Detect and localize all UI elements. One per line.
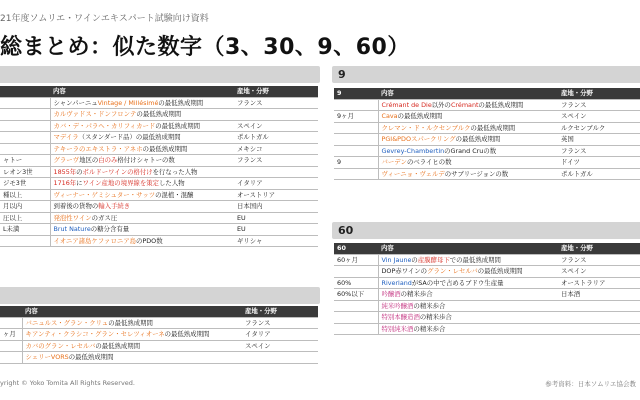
row-region-cell: スペイン (558, 111, 640, 123)
table-30-num-header (0, 306, 22, 317)
row-number-cell (0, 132, 50, 144)
row-number-cell: レオン3世 (0, 166, 50, 178)
content-segment: マデイラ (53, 133, 79, 141)
row-content-cell (378, 312, 558, 324)
content-segment: カルヴァドス・ドンフロンテ (53, 110, 137, 118)
content-segment: Vintage / Millésimé (97, 98, 159, 107)
row-region-cell: フランス (558, 99, 640, 111)
content-segment: カバ・デ・パラヘ・カリフィカード (53, 121, 156, 130)
content-segment: の最低熟成期間 (397, 112, 443, 120)
row-region-cell: フランス (558, 254, 640, 266)
table-row (0, 143, 318, 155)
content-segment: の最低熟成期間 (164, 330, 210, 338)
content-segment: の最低熟成期間 (455, 135, 501, 143)
content-segment: ヴィーナー・ゲミシュター・サッツ (53, 190, 156, 199)
content-segment: の最低熟成期間 (142, 144, 188, 153)
row-region-cell: フランス (242, 317, 318, 329)
copyright-notice: yright © Yoko Tomita All Rights Reserved. (0, 379, 136, 387)
panel-60-header: 60 (332, 222, 640, 239)
table-9-region-header: 産地・分野 (558, 88, 640, 99)
table-row (334, 312, 640, 324)
row-region-cell: フランス (234, 97, 318, 109)
content-segment: バニュルス・グラン・クリュ (25, 318, 109, 327)
content-segment: の最低熟成期間 (155, 121, 200, 130)
row-content-cell (50, 132, 234, 144)
content-segment: ワイン産地の境界線を策定 (82, 179, 160, 187)
row-content-cell (50, 235, 234, 247)
row-content-cell (50, 189, 234, 201)
content-segment: 特別本醸造酒 (381, 313, 420, 321)
row-number-cell: ジモ3世 (0, 178, 50, 190)
content-segment: ボルドーワインの格付け (82, 167, 153, 176)
content-segment: 輸入手続き (98, 202, 131, 210)
page-title: 総まとめ：似た数字（3、30、9、60） (0, 35, 410, 60)
content-segment: のPDO数 (136, 236, 163, 245)
row-content-cell (50, 155, 234, 167)
content-segment: 1855年 (53, 167, 77, 176)
row-number-cell (0, 340, 22, 352)
content-segment: バーデン (381, 158, 407, 166)
table-row (334, 145, 640, 157)
content-segment: 純米吟醸酒 (381, 301, 414, 310)
content-segment: の精米歩合 (400, 290, 433, 298)
table-9 (334, 88, 640, 180)
table-row (334, 277, 640, 289)
row-region-cell: フランス (234, 155, 318, 167)
table-row (0, 212, 318, 224)
row-content-cell (378, 289, 558, 301)
row-content-cell (378, 99, 558, 111)
table-row (334, 289, 640, 301)
content-segment: での最低熟成期間 (449, 255, 501, 264)
row-content-cell (378, 134, 558, 146)
table-row (334, 168, 640, 180)
content-segment: の精米歩合 (413, 324, 446, 333)
row-number-cell: 60%以下 (334, 289, 378, 301)
row-content-cell (50, 120, 234, 132)
content-segment: の最低熟成期間 (68, 353, 114, 361)
content-segment: のベライヒの数 (406, 158, 452, 166)
table-row (0, 189, 318, 201)
row-content-cell (22, 329, 242, 341)
table-row (0, 120, 318, 132)
content-segment: イオニア諸島ケファロニア島 (53, 236, 137, 245)
content-segment: ヴィーニョ・ヴェルデ (381, 169, 445, 178)
table-9-content-header: 内容 (378, 88, 558, 99)
row-number-cell: L未満 (0, 224, 50, 236)
row-region-cell: フランス (558, 145, 640, 157)
table-row (334, 157, 640, 169)
row-number-cell (0, 109, 50, 121)
content-segment: Riverland (381, 278, 412, 287)
content-segment: グラン・レセルバ (427, 267, 478, 275)
content-segment: のサブリージョンの数 (444, 169, 509, 178)
content-segment: 格付けシャトーの数 (117, 156, 175, 164)
row-content-cell (50, 212, 234, 224)
row-region-cell: オーストラリア (558, 277, 640, 289)
row-number-cell (0, 317, 22, 329)
row-content-cell (22, 317, 242, 329)
row-content-cell (378, 300, 558, 312)
table-3-content-header: 内容 (50, 86, 234, 97)
row-region-cell (234, 166, 318, 178)
row-number-cell (0, 143, 50, 155)
table-row (0, 235, 318, 247)
row-region-cell (234, 109, 318, 121)
table-3-num-header (0, 86, 50, 97)
row-content-cell (378, 122, 558, 134)
row-region-cell: メキシコ (234, 143, 318, 155)
row-number-cell (334, 300, 378, 312)
panel-3-header (0, 66, 320, 83)
panel-30-header (0, 287, 320, 304)
row-region-cell: ルクセンブルク (558, 122, 640, 134)
row-content-cell (50, 224, 234, 236)
content-segment: 地区の (79, 156, 99, 164)
content-segment: 以外の (431, 100, 451, 109)
content-segment: クレマン・ド・ルクセンブルク (381, 123, 471, 132)
table-row (0, 201, 318, 213)
table-row (334, 134, 640, 146)
row-region-cell: 日本国内 (234, 201, 318, 213)
content-segment: 到着後の貨物の (53, 202, 99, 210)
row-region-cell (558, 323, 640, 335)
row-number-cell: 圧以上 (0, 212, 50, 224)
table-30-region-header: 産地・分野 (242, 306, 318, 317)
table-row (334, 266, 640, 278)
row-region-cell: 日本酒 (558, 289, 640, 301)
row-number-cell (334, 266, 378, 278)
content-segment: キアンティ・クラシコ・グラン・セレツィオーネ (25, 330, 165, 338)
row-region-cell (242, 352, 318, 364)
table-row (0, 155, 318, 167)
row-region-cell: イタリア (242, 329, 318, 341)
row-number-cell: 種以上 (0, 189, 50, 201)
content-segment: に (76, 179, 83, 187)
content-segment: 吟醸酒 (381, 290, 401, 298)
table-row (334, 99, 640, 111)
row-region-cell: EU (234, 212, 318, 224)
content-segment: グラーヴ (53, 156, 80, 164)
content-segment: の最低熟成期間 (108, 318, 153, 327)
table-row (0, 352, 318, 364)
content-segment: の最低熟成期間 (158, 98, 204, 107)
content-segment: した人物 (159, 179, 185, 187)
content-segment: 産膜酵母下 (417, 255, 450, 264)
content-segment: を行なった人物 (152, 167, 198, 176)
document-label: 21年度ソムリエ・ワインエキスパート試験向け資料 (0, 14, 209, 24)
content-segment: の (411, 255, 418, 264)
row-number-cell (0, 352, 22, 364)
row-number-cell (334, 145, 378, 157)
table-60-num-header: 60 (334, 243, 378, 254)
row-number-cell: 月以内 (0, 201, 50, 213)
content-segment: Cava (381, 112, 398, 120)
row-region-cell: イタリア (234, 178, 318, 190)
table-3-region-header: 産地・分野 (234, 86, 318, 97)
content-segment: のGrand Cruの数 (444, 146, 497, 155)
content-segment: の最低熟成期間 (95, 341, 141, 350)
row-number-cell: 60% (334, 277, 378, 289)
row-number-cell (334, 323, 378, 335)
content-segment: がSAの中で占めるブドウ生産量 (411, 278, 504, 287)
table-60-content-header: 内容 (378, 243, 558, 254)
panel-9-header: 9 (332, 66, 640, 83)
table-60 (334, 243, 640, 335)
row-number-cell: 9ヶ月 (334, 111, 378, 123)
content-segment: Crémant de Die (381, 100, 432, 109)
table-row (334, 323, 640, 335)
row-region-cell: ドイツ (558, 157, 640, 169)
table-row (0, 132, 318, 144)
row-number-cell: ヶ月 (0, 329, 22, 341)
row-content-cell (378, 157, 558, 169)
row-region-cell: スペイン (234, 120, 318, 132)
content-segment: の最低熟成期間 (136, 110, 182, 118)
content-segment: の最低熟成期間 (477, 267, 523, 275)
table-row (0, 178, 318, 190)
content-segment: 発泡性ワイン (53, 213, 92, 222)
row-number-cell: 60ヶ月 (334, 254, 378, 266)
row-content-cell (378, 145, 558, 157)
row-content-cell (22, 352, 242, 364)
row-content-cell (378, 168, 558, 180)
row-content-cell (50, 143, 234, 155)
table-row (0, 340, 318, 352)
table-row (0, 109, 318, 121)
table-row (0, 224, 318, 236)
row-content-cell (50, 178, 234, 190)
table-row (0, 97, 318, 109)
table-row (334, 300, 640, 312)
row-content-cell (378, 266, 558, 278)
content-segment: テキーラのエキストラ・アネホ (53, 144, 143, 153)
row-number-cell (334, 168, 378, 180)
content-segment: の精米歩合 (419, 313, 452, 321)
content-segment: カバのグラン・レセルバ (25, 341, 96, 350)
content-segment: の混植・混醸 (155, 190, 194, 199)
content-segment: 特別純米酒 (381, 324, 414, 333)
row-region-cell: オーストリア (234, 189, 318, 201)
table-row (334, 122, 640, 134)
row-content-cell (50, 97, 234, 109)
row-region-cell: 英国 (558, 134, 640, 146)
row-content-cell (50, 166, 234, 178)
table-60-region-header: 産地・分野 (558, 243, 640, 254)
row-region-cell: スペイン (558, 266, 640, 278)
row-number-cell: ャトー (0, 155, 50, 167)
row-number-cell: 9 (334, 157, 378, 169)
content-segment: シェリーVORS (25, 353, 69, 361)
reference-note: 参考資料：日本ソムリエ協会教 (545, 380, 636, 388)
table-row (334, 111, 640, 123)
content-segment: Gevrey-Chambertin (381, 146, 445, 155)
row-number-cell (334, 134, 378, 146)
content-segment: の最低熟成期間 (470, 123, 516, 132)
row-region-cell: ギリシャ (234, 235, 318, 247)
row-content-cell (378, 111, 558, 123)
row-region-cell: ポルトガル (558, 168, 640, 180)
table-row (0, 166, 318, 178)
table-30 (0, 306, 318, 364)
table-row (0, 317, 318, 329)
row-content-cell (50, 201, 234, 213)
content-segment: Brut Nature (53, 225, 91, 233)
table-row (334, 254, 640, 266)
content-segment: の最低熟成期間 (478, 100, 524, 109)
table-3 (0, 86, 318, 247)
row-content-cell (50, 109, 234, 121)
table-row (0, 329, 318, 341)
content-segment: の糖分含有量 (90, 225, 130, 233)
table-9-num-header: 9 (334, 88, 378, 99)
row-content-cell (378, 277, 558, 289)
content-segment: DOP赤ワインの (381, 267, 428, 275)
content-segment: PGI&PDOスパークリング (381, 135, 456, 143)
content-segment: Vin Jaune (381, 255, 412, 264)
row-content-cell (378, 323, 558, 335)
table-30-content-header: 内容 (22, 306, 242, 317)
content-segment: のガス圧 (91, 213, 118, 222)
content-segment: の精米歩合 (413, 301, 446, 310)
content-segment: 白のみ (98, 156, 118, 164)
row-region-cell: スペイン (242, 340, 318, 352)
row-content-cell (22, 340, 242, 352)
content-segment: シャンパーニュ (53, 98, 98, 107)
row-region-cell: EU (234, 224, 318, 236)
row-content-cell (378, 254, 558, 266)
row-number-cell (0, 235, 50, 247)
row-number-cell (0, 97, 50, 109)
row-number-cell (0, 120, 50, 132)
content-segment: 1716年 (53, 179, 77, 187)
row-number-cell (334, 122, 378, 134)
content-segment: の (76, 167, 83, 176)
row-region-cell (558, 300, 640, 312)
content-segment: （スタンダード品）の最低熟成期間 (78, 133, 181, 141)
row-number-cell (334, 312, 378, 324)
row-region-cell (558, 312, 640, 324)
content-segment: Crémant (450, 100, 479, 109)
row-number-cell (334, 99, 378, 111)
row-region-cell: ポルトガル (234, 132, 318, 144)
